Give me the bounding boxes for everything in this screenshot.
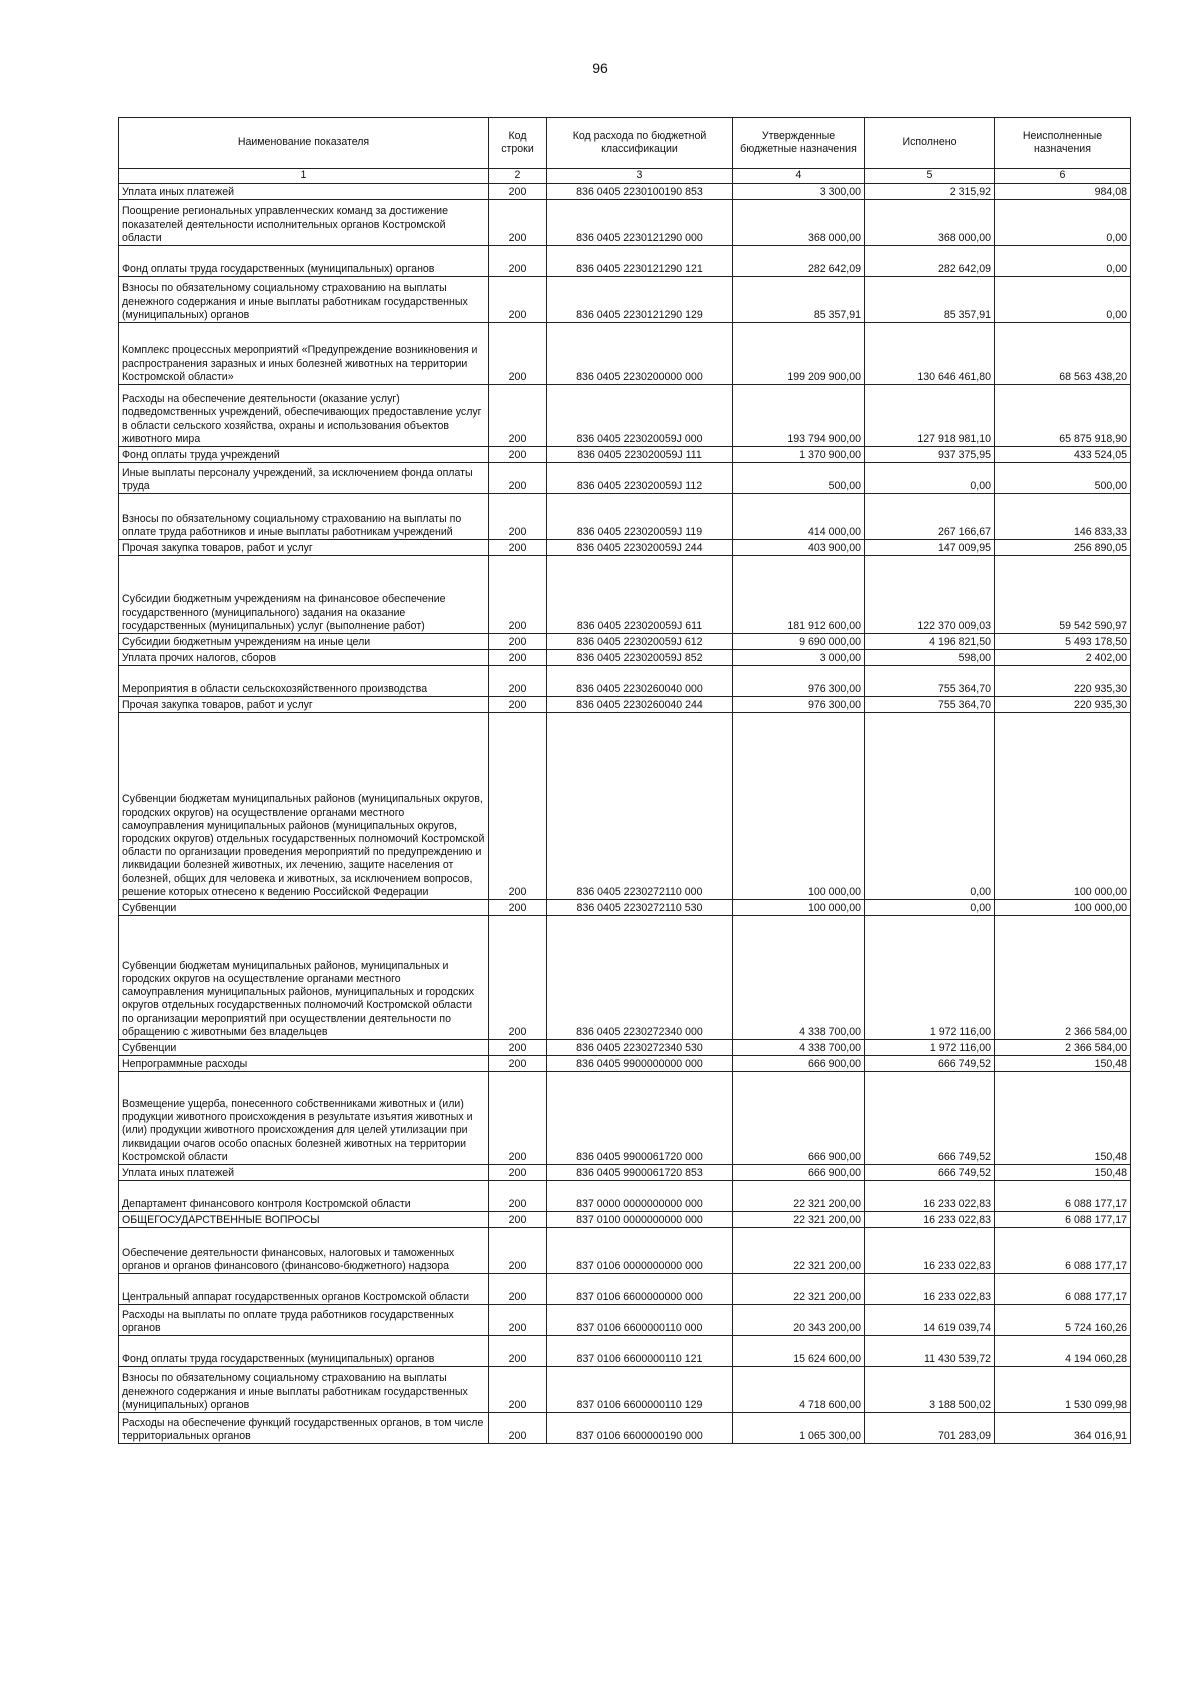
table-row — [119, 1228, 1131, 1274]
line-code: 200 — [489, 1165, 547, 1181]
executed-amount: 701 283,09 — [865, 1413, 995, 1444]
executed-amount: 937 375,95 — [865, 447, 995, 463]
line-code: 200 — [489, 1056, 547, 1072]
approved-amount: 976 300,00 — [733, 666, 865, 697]
indicator-name: Иные выплаты персоналу учреждений, за исключением фонда оплаты труда — [119, 463, 489, 494]
executed-amount: 127 918 981,10 — [865, 385, 995, 447]
indicator-name: Комплекс процессных мероприятий «Предупреждение возникновения и распространения заразных и иных болезней животных на территории Костромской области» — [119, 323, 489, 385]
table-row — [119, 1413, 1131, 1444]
remaining-amount: 5 724 160,26 — [995, 1305, 1131, 1336]
line-code: 200 — [489, 447, 547, 463]
approved-amount: 3 000,00 — [733, 650, 865, 666]
table-row — [119, 634, 1131, 650]
approved-amount: 22 321 200,00 — [733, 1212, 865, 1228]
indicator-name: Уплата иных платежей — [119, 1165, 489, 1181]
classification-code: 837 0106 6600000110 000 — [547, 1305, 733, 1336]
approved-amount: 666 900,00 — [733, 1072, 865, 1165]
remaining-amount: 6 088 177,17 — [995, 1212, 1131, 1228]
approved-amount: 22 321 200,00 — [733, 1181, 865, 1212]
line-code: 200 — [489, 1274, 547, 1305]
line-code: 200 — [489, 1367, 547, 1413]
executed-amount: 282 642,09 — [865, 246, 995, 277]
table-row — [119, 556, 1131, 634]
remaining-amount: 5 493 178,50 — [995, 634, 1131, 650]
remaining-amount: 6 088 177,17 — [995, 1181, 1131, 1212]
indicator-name: Субсидии бюджетным учреждениям на финансовое обеспечение государственного (муниципального) задания на оказание государственных (муниципальных) услуг (выполнение работ) — [119, 556, 489, 634]
table-row — [119, 713, 1131, 900]
classification-code: 837 0106 6600000110 129 — [547, 1367, 733, 1413]
classification-code: 836 0405 2230121290 121 — [547, 246, 733, 277]
indicator-name: Расходы на обеспечение функций государственных органов, в том числе территориальных органов — [119, 1413, 489, 1444]
classification-code: 836 0405 2230260040 000 — [547, 666, 733, 697]
indicator-name: Прочая закупка товаров, работ и услуг — [119, 540, 489, 556]
classification-code: 836 0405 9900000000 000 — [547, 1056, 733, 1072]
column-number: 1 — [119, 169, 489, 184]
executed-amount: 4 196 821,50 — [865, 634, 995, 650]
classification-code: 836 0405 2230121290 129 — [547, 277, 733, 323]
table-row — [119, 1165, 1131, 1181]
classification-code: 837 0106 6600000190 000 — [547, 1413, 733, 1444]
executed-amount: 11 430 539,72 — [865, 1336, 995, 1367]
classification-code: 836 0405 9900061720 000 — [547, 1072, 733, 1165]
approved-amount: 976 300,00 — [733, 697, 865, 713]
approved-amount: 15 624 600,00 — [733, 1336, 865, 1367]
approved-amount: 9 690 000,00 — [733, 634, 865, 650]
approved-amount: 85 357,91 — [733, 277, 865, 323]
line-code: 200 — [489, 277, 547, 323]
remaining-amount: 433 524,05 — [995, 447, 1131, 463]
table-row — [119, 323, 1131, 385]
remaining-amount: 150,48 — [995, 1072, 1131, 1165]
table-row — [119, 463, 1131, 494]
line-code: 200 — [489, 463, 547, 494]
approved-amount: 22 321 200,00 — [733, 1274, 865, 1305]
line-code: 200 — [489, 540, 547, 556]
page-number: 96 — [592, 60, 608, 76]
indicator-name: Субвенции — [119, 900, 489, 916]
table-row — [119, 1274, 1131, 1305]
remaining-amount: 146 833,33 — [995, 494, 1131, 540]
indicator-name: Расходы на обеспечение деятельности (оказание услуг) подведомственных учреждений, обеспечивающих предоставление услуг в области сельского хозяйства, охраны и использования объектов животного мира — [119, 385, 489, 447]
indicator-name: Расходы на выплаты по оплате труда работников государственных органов — [119, 1305, 489, 1336]
indicator-name: Возмещение ущерба, понесенного собственниками животных и (или) продукции животного происхождения в результате изъятия животных и (или) продукции животного происхождения для целей утилизации при ликвидации очагов особо опасных болезней животных на территории Костромской области — [119, 1072, 489, 1165]
header-indicator-name: Наименование показателя — [119, 118, 489, 169]
indicator-name: Субсидии бюджетным учреждениям на иные цели — [119, 634, 489, 650]
executed-amount: 666 749,52 — [865, 1056, 995, 1072]
classification-code: 836 0405 2230121290 000 — [547, 200, 733, 246]
classification-code: 837 0106 0000000000 000 — [547, 1228, 733, 1274]
classification-code: 837 0106 6600000000 000 — [547, 1274, 733, 1305]
indicator-name: Уплата иных платежей — [119, 184, 489, 200]
line-code: 200 — [489, 200, 547, 246]
header-classification-code: Код расхода по бюджетной классификации — [547, 118, 733, 169]
remaining-amount: 65 875 918,90 — [995, 385, 1131, 447]
table-row — [119, 916, 1131, 1040]
executed-amount: 3 188 500,02 — [865, 1367, 995, 1413]
approved-amount: 403 900,00 — [733, 540, 865, 556]
table-row — [119, 1040, 1131, 1056]
table-row — [119, 540, 1131, 556]
classification-code: 837 0000 0000000000 000 — [547, 1181, 733, 1212]
remaining-amount: 100 000,00 — [995, 713, 1131, 900]
approved-amount: 4 718 600,00 — [733, 1367, 865, 1413]
executed-amount: 666 749,52 — [865, 1165, 995, 1181]
column-number: 3 — [547, 169, 733, 184]
header-line-code: Код строки — [489, 118, 547, 169]
classification-code: 837 0106 6600000110 121 — [547, 1336, 733, 1367]
remaining-amount: 0,00 — [995, 246, 1131, 277]
table-body — [119, 184, 1131, 1444]
executed-amount: 16 233 022,83 — [865, 1181, 995, 1212]
indicator-name: Субвенции — [119, 1040, 489, 1056]
line-code: 200 — [489, 184, 547, 200]
remaining-amount: 150,48 — [995, 1056, 1131, 1072]
approved-amount: 3 300,00 — [733, 184, 865, 200]
indicator-name: Непрограммные расходы — [119, 1056, 489, 1072]
table-row — [119, 1212, 1131, 1228]
table-row — [119, 1181, 1131, 1212]
remaining-amount: 68 563 438,20 — [995, 323, 1131, 385]
line-code: 200 — [489, 1305, 547, 1336]
line-code: 200 — [489, 1228, 547, 1274]
approved-amount: 666 900,00 — [733, 1165, 865, 1181]
table-row — [119, 1336, 1131, 1367]
executed-amount: 368 000,00 — [865, 200, 995, 246]
line-code: 200 — [489, 650, 547, 666]
classification-code: 836 0405 223020059J 244 — [547, 540, 733, 556]
indicator-name: Фонд оплаты труда государственных (муниципальных) органов — [119, 1336, 489, 1367]
approved-amount: 199 209 900,00 — [733, 323, 865, 385]
executed-amount: 755 364,70 — [865, 666, 995, 697]
table-row — [119, 246, 1131, 277]
budget-execution-table — [118, 117, 1131, 1444]
line-code: 200 — [489, 1212, 547, 1228]
classification-code: 836 0405 223020059J 119 — [547, 494, 733, 540]
executed-amount: 1 972 116,00 — [865, 1040, 995, 1056]
remaining-amount: 6 088 177,17 — [995, 1274, 1131, 1305]
table-row — [119, 200, 1131, 246]
remaining-amount: 6 088 177,17 — [995, 1228, 1131, 1274]
indicator-name: Фонд оплаты труда государственных (муниципальных) органов — [119, 246, 489, 277]
indicator-name: ОБЩЕГОСУДАРСТВЕННЫЕ ВОПРОСЫ — [119, 1212, 489, 1228]
executed-amount: 598,00 — [865, 650, 995, 666]
approved-amount: 1 065 300,00 — [733, 1413, 865, 1444]
approved-amount: 20 343 200,00 — [733, 1305, 865, 1336]
approved-amount: 100 000,00 — [733, 900, 865, 916]
table-row — [119, 184, 1131, 200]
remaining-amount: 500,00 — [995, 463, 1131, 494]
remaining-amount: 100 000,00 — [995, 900, 1131, 916]
classification-code: 836 0405 2230272340 530 — [547, 1040, 733, 1056]
table-row — [119, 277, 1131, 323]
approved-amount: 282 642,09 — [733, 246, 865, 277]
table-row — [119, 697, 1131, 713]
indicator-name: Фонд оплаты труда учреждений — [119, 447, 489, 463]
header-approved: Утвержденные бюджетные назначения — [733, 118, 865, 169]
line-code: 200 — [489, 1072, 547, 1165]
remaining-amount: 2 366 584,00 — [995, 916, 1131, 1040]
approved-amount: 193 794 900,00 — [733, 385, 865, 447]
table-row — [119, 447, 1131, 463]
classification-code: 836 0405 223020059J 111 — [547, 447, 733, 463]
table-row — [119, 900, 1131, 916]
remaining-amount: 220 935,30 — [995, 697, 1131, 713]
indicator-name: Субвенции бюджетам муниципальных районов, муниципальных и городских округов на осуществление органами местного самоуправления муниципальных районов, муниципальных и городских округов отдельных государственных полномочий Костромской области по организации мероприятий при осуществлении деятельности по обращению с животными без владельцев — [119, 916, 489, 1040]
indicator-name: Уплата прочих налогов, сборов — [119, 650, 489, 666]
column-number: 4 — [733, 169, 865, 184]
approved-amount: 22 321 200,00 — [733, 1228, 865, 1274]
indicator-name: Мероприятия в области сельскохозяйственного производства — [119, 666, 489, 697]
table-row — [119, 494, 1131, 540]
executed-amount: 16 233 022,83 — [865, 1228, 995, 1274]
indicator-name: Взносы по обязательному социальному страхованию на выплаты денежного содержания и иные выплаты работникам государственных (муниципальных) органов — [119, 1367, 489, 1413]
classification-code: 837 0100 0000000000 000 — [547, 1212, 733, 1228]
column-number: 5 — [865, 169, 995, 184]
approved-amount: 4 338 700,00 — [733, 1040, 865, 1056]
remaining-amount: 0,00 — [995, 200, 1131, 246]
header-executed: Исполнено — [865, 118, 995, 169]
classification-code: 836 0405 223020059J 000 — [547, 385, 733, 447]
executed-amount: 267 166,67 — [865, 494, 995, 540]
column-number-row — [119, 169, 1131, 184]
executed-amount: 0,00 — [865, 463, 995, 494]
executed-amount: 666 749,52 — [865, 1072, 995, 1165]
classification-code: 836 0405 2230260040 244 — [547, 697, 733, 713]
line-code: 200 — [489, 556, 547, 634]
approved-amount: 4 338 700,00 — [733, 916, 865, 1040]
remaining-amount: 220 935,30 — [995, 666, 1131, 697]
classification-code: 836 0405 223020059J 112 — [547, 463, 733, 494]
classification-code: 836 0405 2230272110 000 — [547, 713, 733, 900]
remaining-amount: 256 890,05 — [995, 540, 1131, 556]
line-code: 200 — [489, 1040, 547, 1056]
approved-amount: 181 912 600,00 — [733, 556, 865, 634]
remaining-amount: 4 194 060,28 — [995, 1336, 1131, 1367]
column-number: 6 — [995, 169, 1131, 184]
table-row — [119, 1305, 1131, 1336]
remaining-amount: 1 530 099,98 — [995, 1367, 1131, 1413]
classification-code: 836 0405 223020059J 852 — [547, 650, 733, 666]
line-code: 200 — [489, 385, 547, 447]
remaining-amount: 984,08 — [995, 184, 1131, 200]
line-code: 200 — [489, 697, 547, 713]
remaining-amount: 2 402,00 — [995, 650, 1131, 666]
classification-code: 836 0405 223020059J 611 — [547, 556, 733, 634]
approved-amount: 666 900,00 — [733, 1056, 865, 1072]
classification-code: 836 0405 2230100190 853 — [547, 184, 733, 200]
classification-code: 836 0405 223020059J 612 — [547, 634, 733, 650]
executed-amount: 16 233 022,83 — [865, 1274, 995, 1305]
line-code: 200 — [489, 1181, 547, 1212]
remaining-amount: 2 366 584,00 — [995, 1040, 1131, 1056]
line-code: 200 — [489, 1336, 547, 1367]
classification-code: 836 0405 2230272340 000 — [547, 916, 733, 1040]
indicator-name: Субвенции бюджетам муниципальных районов (муниципальных округов, городских округов) на осуществление органами местного самоуправления муниципальных районов (муниципальных округов, городских округов) отдельных государственных полномочий Костромской области по организации проведения мероприятий по предупреждению и ликвидации болезней животных, их лечению, защите населения от болезней, общих для человека и животных, за исключением вопросов, решение которых отнесено к ведению Российской Федерации — [119, 713, 489, 900]
executed-amount: 147 009,95 — [865, 540, 995, 556]
executed-amount: 14 619 039,74 — [865, 1305, 995, 1336]
indicator-name: Взносы по обязательному социальному страхованию на выплаты по оплате труда работников и иные выплаты работникам учреждений — [119, 494, 489, 540]
classification-code: 836 0405 2230200000 000 — [547, 323, 733, 385]
table-row — [119, 1072, 1131, 1165]
remaining-amount: 59 542 590,97 — [995, 556, 1131, 634]
approved-amount: 100 000,00 — [733, 713, 865, 900]
indicator-name: Центральный аппарат государственных органов Костромской области — [119, 1274, 489, 1305]
executed-amount: 0,00 — [865, 900, 995, 916]
indicator-name: Прочая закупка товаров, работ и услуг — [119, 697, 489, 713]
line-code: 200 — [489, 900, 547, 916]
table-row — [119, 666, 1131, 697]
header-remaining: Неисполненные назначения — [995, 118, 1131, 169]
line-code: 200 — [489, 323, 547, 385]
indicator-name: Взносы по обязательному социальному страхованию на выплаты денежного содержания и иные выплаты работникам государственных (муниципальных) органов — [119, 277, 489, 323]
executed-amount: 130 646 461,80 — [865, 323, 995, 385]
table-row — [119, 1056, 1131, 1072]
executed-amount: 1 972 116,00 — [865, 916, 995, 1040]
line-code: 200 — [489, 1413, 547, 1444]
executed-amount: 2 315,92 — [865, 184, 995, 200]
remaining-amount: 364 016,91 — [995, 1413, 1131, 1444]
table-row — [119, 650, 1131, 666]
executed-amount: 85 357,91 — [865, 277, 995, 323]
table-row — [119, 1367, 1131, 1413]
indicator-name: Поощрение региональных управленческих команд за достижение показателей деятельности исполнительных органов Костромской области — [119, 200, 489, 246]
approved-amount: 500,00 — [733, 463, 865, 494]
table-header-row — [119, 118, 1131, 169]
line-code: 200 — [489, 713, 547, 900]
table-row — [119, 385, 1131, 447]
approved-amount: 368 000,00 — [733, 200, 865, 246]
executed-amount: 0,00 — [865, 713, 995, 900]
line-code: 200 — [489, 634, 547, 650]
executed-amount: 122 370 009,03 — [865, 556, 995, 634]
approved-amount: 1 370 900,00 — [733, 447, 865, 463]
remaining-amount: 150,48 — [995, 1165, 1131, 1181]
indicator-name: Обеспечение деятельности финансовых, налоговых и таможенных органов и органов финансового (финансово-бюджетного) надзора — [119, 1228, 489, 1274]
line-code: 200 — [489, 666, 547, 697]
line-code: 200 — [489, 246, 547, 277]
column-number: 2 — [489, 169, 547, 184]
classification-code: 836 0405 2230272110 530 — [547, 900, 733, 916]
executed-amount: 16 233 022,83 — [865, 1212, 995, 1228]
classification-code: 836 0405 9900061720 853 — [547, 1165, 733, 1181]
line-code: 200 — [489, 916, 547, 1040]
executed-amount: 755 364,70 — [865, 697, 995, 713]
remaining-amount: 0,00 — [995, 277, 1131, 323]
indicator-name: Департамент финансового контроля Костромской области — [119, 1181, 489, 1212]
approved-amount: 414 000,00 — [733, 494, 865, 540]
line-code: 200 — [489, 494, 547, 540]
